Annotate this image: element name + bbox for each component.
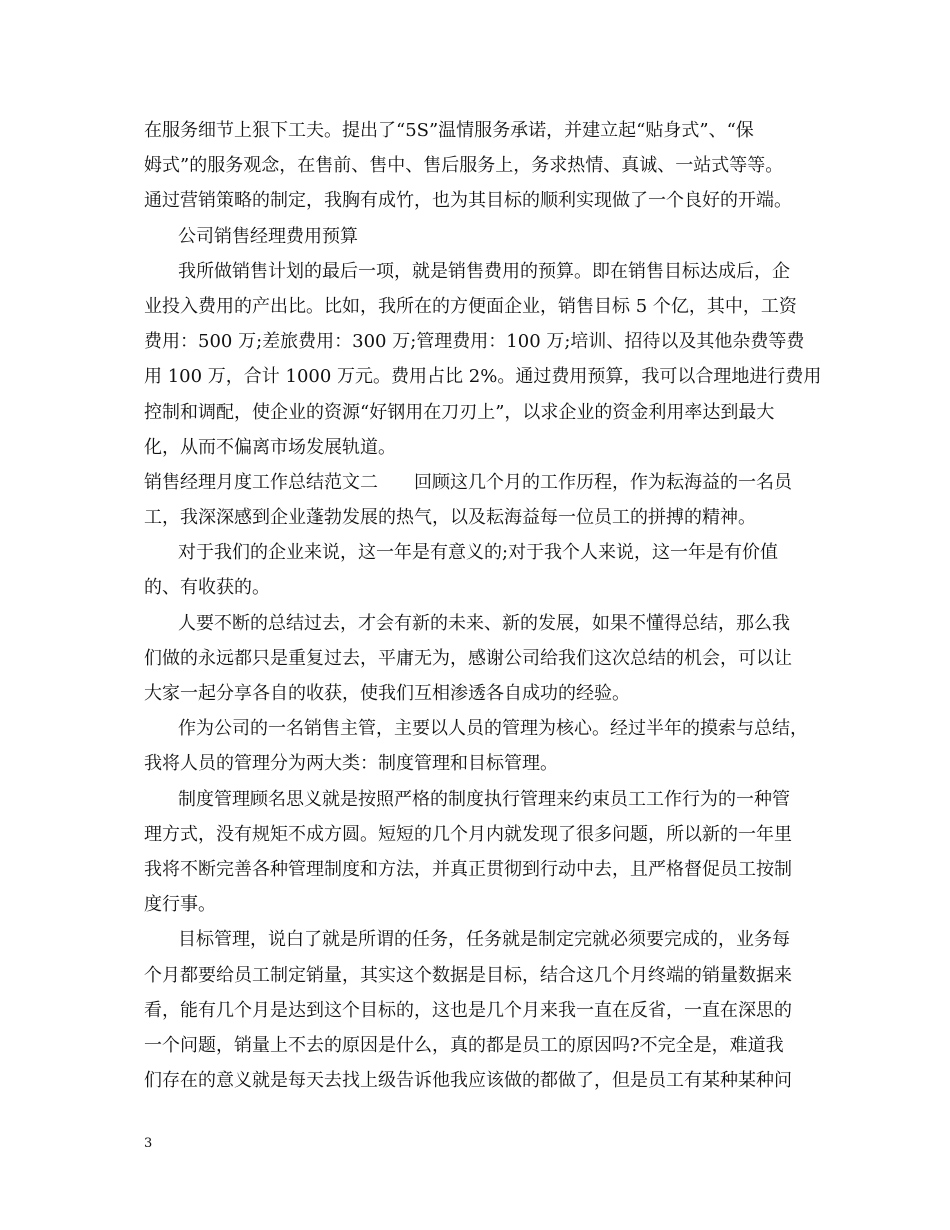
text-line: 看，能有几个月是达到这个目标的，这也是几个月来我一直在反省，一直在深思的: [144, 999, 792, 1021]
text-line: 的、有收获的。: [144, 577, 270, 599]
text-line: 对于我们的企业来说，这一年是有意义的;对于我个人来说，这一年是有价值: [178, 542, 779, 564]
text-line: 制度管理顾名思义就是按照严格的制度执行管理来约束员工工作行为的一种管: [178, 788, 790, 810]
body-text: [144, 113, 824, 1098]
text-line: 们存在的意义就是每天去找上级告诉他我应该做的都做了，但是员工有某种某种问: [144, 1070, 792, 1092]
text-line: 理方式，没有规矩不成方圆。短短的几个月内就发现了很多问题，所以新的一年里: [144, 823, 792, 845]
text-line: 业投入费用的产出比。比如，我所在的方便面企业，销售目标 5 个亿，其中，工资: [144, 295, 797, 317]
text-line: 用 100 万，合计 1000 万元。费用占比 2%。通过费用预算，我可以合理地进行费用: [144, 366, 822, 388]
text-line: 工，我深深感到企业蓬勃发展的热气，以及耘海益每一位员工的拼搏的精神。: [144, 507, 756, 529]
text-line: 费用：500 万;差旅费用：300 万;管理费用：100 万;培训、招待以及其他杂费等费: [144, 331, 805, 353]
text-line: 销售经理月度工作总结范文二 回顾这几个月的工作历程，作为耘海益的一名员: [144, 471, 792, 493]
text-line: 人要不断的总结过去，才会有新的未来、新的发展，如果不懂得总结，那么我: [178, 612, 790, 634]
text-line: 我所做销售计划的最后一项，就是销售费用的预算。即在销售目标达成后，企: [178, 260, 790, 282]
text-line: 们做的永远都只是重复过去，平庸无为，感谢公司给我们这次总结的机会，可以让: [144, 647, 792, 669]
text-line: 我将不断完善各种管理制度和方法，并真正贯彻到行动中去，且严格督促员工按制: [144, 858, 792, 880]
text-line: 个月都要给员工制定销量，其实这个数据是目标，结合这几个月终端的销量数据来: [144, 964, 792, 986]
page-number: 3: [144, 1136, 153, 1151]
text-line: 我将人员的管理分为两大类：制度管理和目标管理。: [144, 753, 558, 775]
text-line: 度行事。: [144, 894, 216, 916]
text-line: 通过营销策略的制定，我胸有成竹，也为其目标的顺利实现做了一个良好的开端。: [144, 190, 792, 212]
text-line: 作为公司的一名销售主管，主要以人员的管理为核心。经过半年的摸索与总结，: [178, 718, 808, 740]
text-line: 大家一起分享各自的收获，使我们互相渗透各自成功的经验。: [144, 683, 630, 704]
text-line: 化，从而不偏离市场发展轨道。: [144, 436, 396, 458]
text-line: 控制和调配，使企业的资源“好钢用在刀刃上”，以求企业的资金利用率达到最大: [144, 401, 775, 423]
text-line: 在服务细节上狠下工夫。提出了“5S”温情服务承诺，并建立起“贴身式”、“保: [144, 120, 754, 141]
text-line: 姆式”的服务观念，在售前、售中、售后服务上，务求热情、真诚、一站式等等。: [144, 155, 784, 177]
text-line: 目标管理，说白了就是所谓的任务，任务就是制定完就必须要完成的，业务每: [178, 929, 790, 951]
text-line: 一个问题，销量上不去的原因是什么，真的都是员工的原因吗?不完全是，难道我: [144, 1034, 784, 1056]
text-line: 公司销售经理费用预算: [178, 225, 358, 247]
